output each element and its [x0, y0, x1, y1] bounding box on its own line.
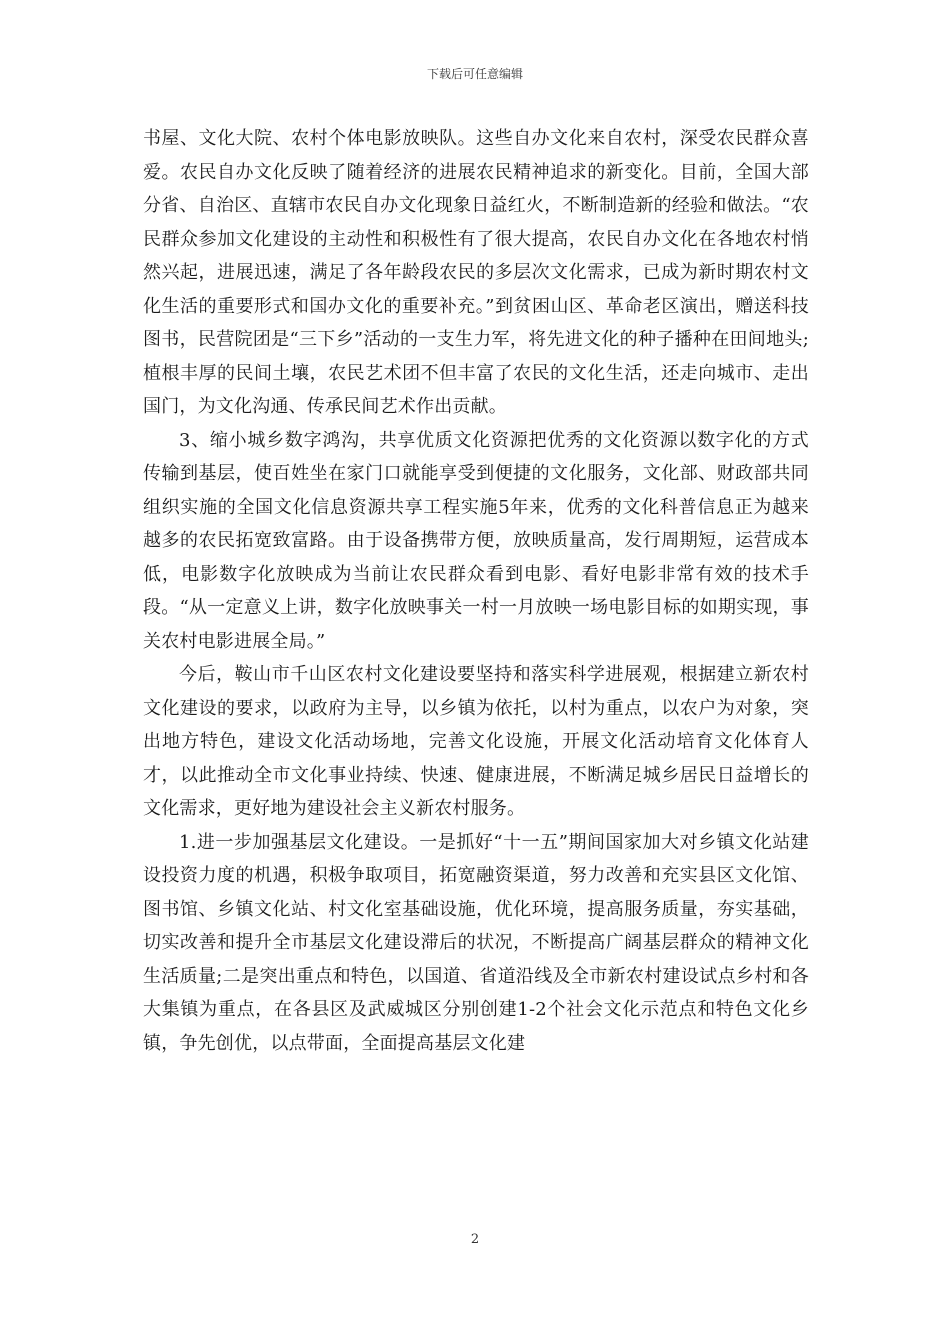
page-number: 2 [470, 1232, 480, 1247]
paragraph-3: 今后，鞍山市千山区农村文化建设要坚持和落实科学进展观，根据建立新农村文化建设的要求，以政府为主导，以乡镇为依托，以村为重点，以农户为对象，突出地方特色，建设文化活动场地，完善文化设施，开展文化活动培育文化体育人才，以此推动全市文化事业持续、快速、健康进展，不断满足城乡居民日益增长的文化需求，更好地为建设社会主义新农村服务。 [143, 664, 809, 819]
paragraph-1: 书屋、文化大院、农村个体电影放映队。这些自办文化来自农村，深受农民群众喜爱。农民自办文化反映了随着经济的进展农民精神追求的新变化。目前，全国大部分省、自治区、直辖市农民自办文化现象日益红火，不断制造新的经验和做法。“农民群众参加文化建设的主动性和积极性有了很大提高，农民自办文化在各地农村悄然兴起，进展迅速，满足了各年龄段农民的多层次文化需求，已成为新时期农村文化生活的重要形式和国办文化的重要补充。”到贫困山区、革命老区演出，赠送科技图书，民营院团是“三下乡”活动的一支生力军，将先进文化的种子播种在田间地头;植根丰厚的民间土壤，农民艺术团不但丰富了农民的文化生活，还走向城市、走出国门，为文化沟通、传承民间艺术作出贡献。 [143, 128, 809, 417]
paragraph-4: 1.进一步加强基层文化建设。一是抓好“十一五”期间国家加大对乡镇文化站建设投资力度的机遇，积极争取项目，拓宽融资渠道，努力改善和充实县区文化馆、图书馆、乡镇文化站、村文化室基础设施，优化环境，提高服务质量，夯实基础，切实改善和提升全市基层文化建设滞后的状况，不断提高广阔基层群众的精神文化生活质量;二是突出重点和特色，以国道、省道沿线及全市新农村建设试点乡村和各大集镇为重点，在各县区及武威城区分别创建1-2个社会文化示范点和特色文化乡镇，争先创优，以点带面，全面提高基层文化建 [143, 831, 809, 1054]
paragraph-2: 3、缩小城乡数字鸿沟，共享优质文化资源把优秀的文化资源以数字化的方式传输到基层，使百姓坐在家门口就能享受到便捷的文化服务，文化部、财政部共同组织实施的全国文化信息资源共享工程实施5年来，优秀的文化科普信息正为越来越多的农民拓宽致富路。由于设备携带方便，放映质量高，发行周期短，运营成本低，电影数字化放映成为当前让农民群众看到电影、看好电影非常有效的技术手段。“从一定意义上讲，数字化放映事关一村一月放映一场电影目标的如期实现，事关农村电影进展全局。” [143, 429, 809, 652]
document-body [143, 122, 809, 1060]
page-header: 下载后可任意编辑 [426, 67, 523, 81]
